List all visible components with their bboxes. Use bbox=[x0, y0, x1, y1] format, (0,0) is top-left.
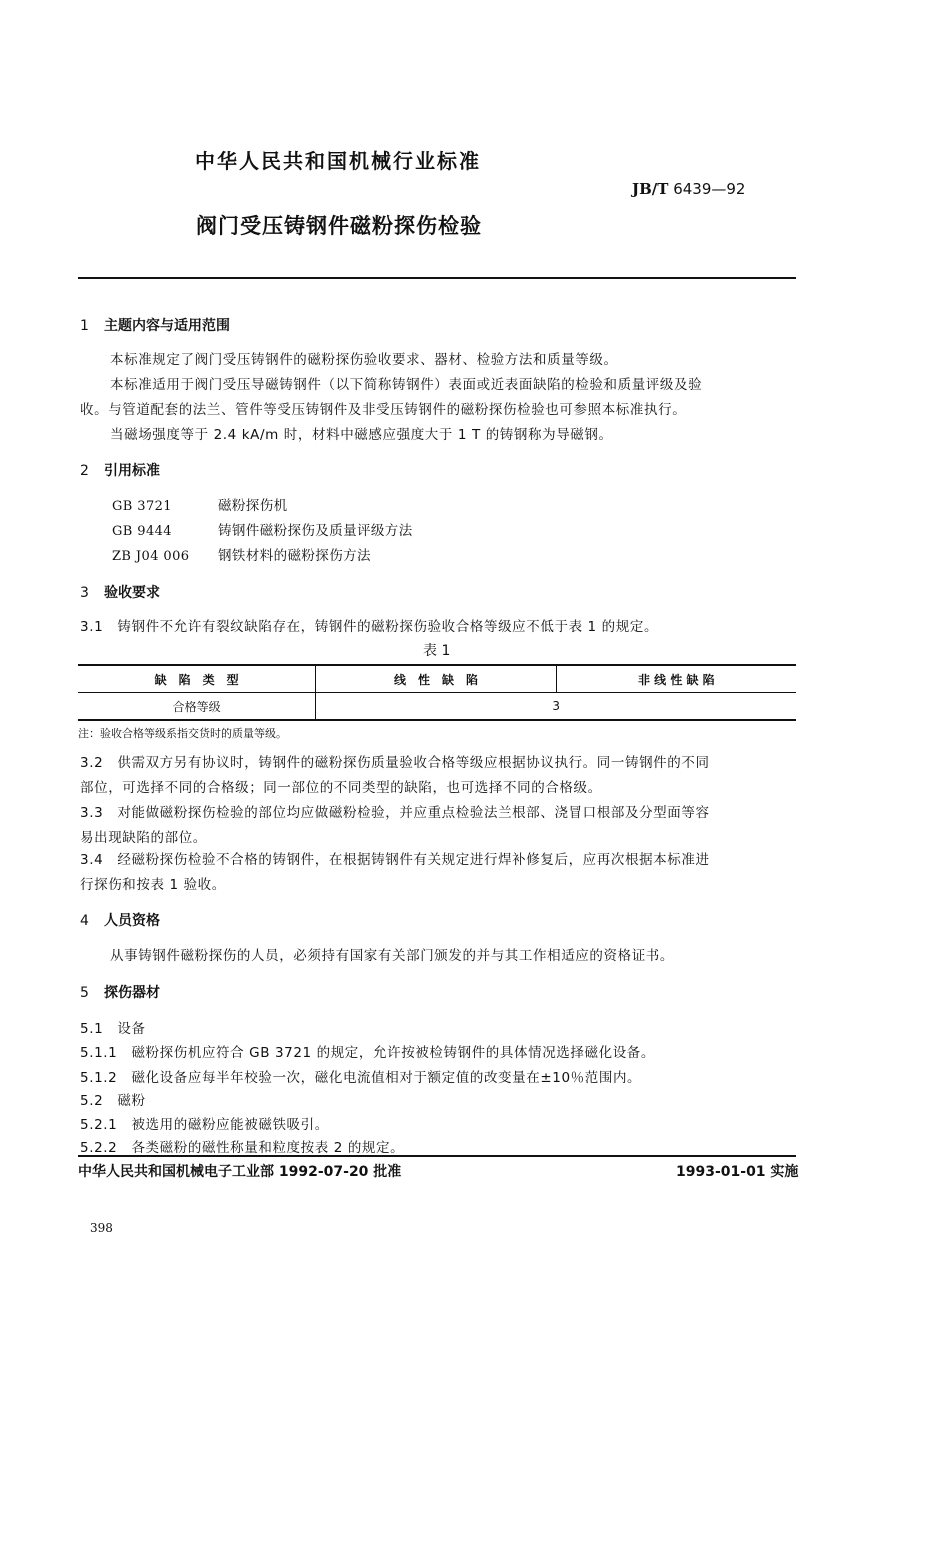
clause-3-3-cont: 易出现缺陷的部位。 bbox=[80, 830, 207, 846]
clause-3-2-cont: 部位，可选择不同的合格级；同一部位的不同类型的缺陷，也可选择不同的合格级。 bbox=[80, 780, 602, 796]
reference-item bbox=[112, 544, 371, 564]
section-number: 1 bbox=[80, 318, 89, 334]
section-number: 3 bbox=[80, 585, 89, 601]
standard-code: 6439—92 bbox=[673, 180, 746, 198]
section-title: 探伤器材 bbox=[104, 985, 160, 1001]
reference-item bbox=[112, 494, 288, 514]
reference-code: GB 9444 bbox=[112, 524, 172, 539]
table-header-cell: 缺 陷 类 型 bbox=[78, 665, 316, 693]
section-number: 2 bbox=[80, 463, 89, 479]
clause-5-2: 5.2 磁粉 bbox=[80, 1093, 146, 1109]
footer-rule bbox=[78, 1155, 796, 1157]
reference-name: 钢铁材料的磁粉探伤方法 bbox=[218, 548, 371, 564]
section-number: 5 bbox=[80, 985, 89, 1001]
section-number: 4 bbox=[80, 913, 89, 929]
section-title: 主题内容与适用范围 bbox=[104, 318, 230, 334]
header-rule bbox=[78, 277, 796, 279]
standard-prefix: JB/T bbox=[632, 180, 669, 198]
table-note: 注：验收合格等级系指交货时的质量等级。 bbox=[78, 727, 287, 740]
section-title: 引用标准 bbox=[104, 463, 160, 479]
table-cell-value: 3 bbox=[316, 693, 796, 721]
section-1-paragraph: 本标准规定了阀门受压铸钢件的磁粉探伤验收要求、器材、检验方法和质量等级。 bbox=[110, 352, 618, 368]
document-title: 阀门受压铸钢件磁粉探伤检验 bbox=[196, 214, 482, 238]
reference-name: 铸钢件磁粉探伤及质量评级方法 bbox=[218, 523, 413, 539]
table-1 bbox=[78, 664, 796, 721]
clause-5-2-2: 5.2.2 各类磁粉的磁性称量和粒度按表 2 的规定。 bbox=[80, 1140, 405, 1156]
clause-3-4: 3.4 经磁粉探伤检验不合格的铸钢件，在根据铸钢件有关规定进行焊补修复后，应再次根据本标准进 bbox=[80, 852, 710, 868]
clause-3-2: 3.2 供需双方另有协议时，铸钢件的磁粉探伤质量验收合格等级应根据协议执行。同一铸钢件的不同 bbox=[80, 755, 710, 771]
section-1-paragraph: 收。与管道配套的法兰、管件等受压铸钢件及非受压铸钢件的磁粉探伤检验也可参照本标准执行。 bbox=[80, 402, 687, 418]
reference-code: GB 3721 bbox=[112, 499, 172, 514]
table-header-row bbox=[78, 665, 796, 693]
clause-5-1-2: 5.1.2 磁化设备应每半年校验一次，磁化电流值相对于额定值的改变量在±10％范围内。 bbox=[80, 1070, 642, 1086]
reference-code: ZB J04 006 bbox=[112, 549, 190, 564]
clause-3-1: 3.1 铸钢件不允许有裂纹缺陷存在，铸钢件的磁粉探伤验收合格等级应不低于表 1 的规定。 bbox=[80, 619, 659, 635]
section-title: 验收要求 bbox=[104, 585, 160, 601]
effective-date: 1993-01-01 实施 bbox=[676, 1164, 799, 1180]
table-header-cell: 线 性 缺 陷 bbox=[316, 665, 556, 693]
section-1-heading bbox=[80, 315, 230, 335]
section-4-paragraph: 从事铸钢件磁粉探伤的人员，必须持有国家有关部门颁发的并与其工作相适应的资格证书。 bbox=[110, 948, 674, 964]
section-4-heading bbox=[80, 910, 160, 930]
section-3-heading bbox=[80, 582, 160, 602]
section-1-paragraph: 本标准适用于阀门受压导磁铸钢件（以下简称铸钢件）表面或近表面缺陷的检验和质量评级及验 bbox=[110, 377, 703, 393]
reference-item bbox=[112, 519, 413, 539]
section-1-paragraph: 当磁场强度等于 2.4 kA/m 时，材料中磁感应强度大于 1 T 的铸钢称为导磁钢。 bbox=[110, 427, 613, 443]
clause-5-1: 5.1 设备 bbox=[80, 1021, 146, 1037]
table-row-label: 合格等级 bbox=[78, 693, 316, 721]
clause-3-3: 3.3 对能做磁粉探伤检验的部位均应做磁粉检验，并应重点检验法兰根部、浇冒口根部及分型面等容 bbox=[80, 805, 710, 821]
table-1-caption: 表 1 bbox=[423, 643, 451, 659]
approval-line: 中华人民共和国机械电子工业部 1992-07-20 批准 bbox=[78, 1164, 402, 1180]
table-row bbox=[78, 693, 796, 721]
reference-name: 磁粉探伤机 bbox=[218, 498, 288, 514]
clause-5-1-1: 5.1.1 磁粉探伤机应符合 GB 3721 的规定，允许按被检铸钢件的具体情况选择磁化设备。 bbox=[80, 1045, 656, 1061]
issuing-body-title: 中华人民共和国机械行业标准 bbox=[195, 149, 481, 173]
section-title: 人员资格 bbox=[104, 913, 160, 929]
section-2-heading bbox=[80, 460, 160, 480]
standard-number bbox=[632, 180, 745, 198]
clause-5-2-1: 5.2.1 被选用的磁粉应能被磁铁吸引。 bbox=[80, 1117, 329, 1133]
section-5-heading bbox=[80, 982, 160, 1002]
clause-3-4-cont: 行探伤和按表 1 验收。 bbox=[80, 877, 226, 893]
table-header-cell: 非 线 性 缺 陷 bbox=[556, 665, 796, 693]
page-number: 398 bbox=[90, 1221, 113, 1235]
